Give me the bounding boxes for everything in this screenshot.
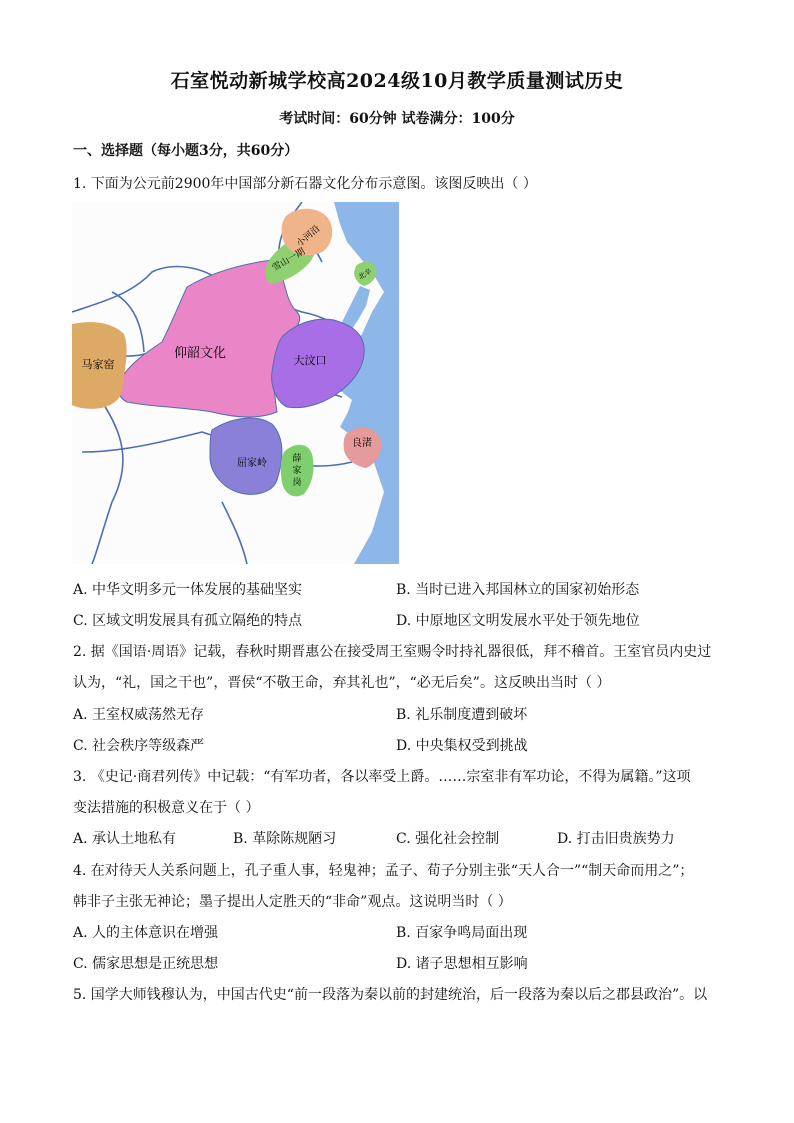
q2-option-a: A. 王室权威荡然无存 — [73, 707, 205, 723]
q3-option-a: A. 承认土地私有 — [73, 831, 177, 847]
q3-option-c: C. 强化社会控制 — [396, 831, 500, 847]
q2-option-b: B. 礼乐制度遭到破坏 — [396, 707, 528, 723]
q1-option-c: C. 区域文明发展具有孤立隔绝的特点 — [73, 613, 303, 629]
label-qujialing: 屈家岭 — [237, 458, 267, 469]
neolithic-culture-map — [72, 202, 399, 564]
page-title: 石室悦动新城学校高2024级10月教学质量测试历史 — [170, 70, 624, 92]
q4-option-c: C. 儒家思想是正统思想 — [73, 956, 219, 972]
question-4-stem-line-1: 4. 在对待天人关系问题上，孔子重人事，轻鬼神；孟子、荀子分别主张“天人合一”“制天命而用之”； — [73, 863, 694, 879]
label-xiaoheyan: 小河沿 — [295, 223, 323, 249]
exam-info: 考试时间：60分钟 试卷满分：100分 — [279, 111, 515, 127]
q2-option-d: D. 中央集权受到挑战 — [396, 738, 528, 754]
q1-option-a: A. 中华文明多元一体发展的基础坚实 — [73, 582, 303, 598]
label-dawenkou: 大汶口 — [293, 354, 327, 367]
question-1-stem: 1. 下面为公元前2900年中国部分新石器文化分布示意图。该图反映出（ ） — [73, 176, 537, 192]
label-xuejiagang-1: 薛 — [292, 454, 302, 464]
question-3-stem-line-1: 3. 《史记·商君列传》中记载：“有军功者，各以率受上爵。……宗室非有军功论，不得为属籍。”这项 — [73, 769, 691, 785]
q4-option-a: A. 人的主体意识在增强 — [73, 925, 219, 941]
label-majiayao: 马家窑 — [81, 358, 115, 371]
label-xueshan: 雪山一期 — [270, 246, 308, 274]
q3-option-d: D. 打击旧贵族势力 — [557, 831, 675, 847]
question-4-stem-line-2: 韩非子主张无神论；墨子提出人定胜天的“非命”观点。这说明当时（ ） — [73, 894, 512, 910]
label-yangshao: 仰韶文化 — [173, 346, 227, 361]
label-liangzhu: 良渚 — [352, 438, 372, 449]
label-xuejiagang-3: 岗 — [292, 478, 302, 488]
label-xuejiagang-2: 家 — [292, 466, 302, 476]
q1-option-b: B. 当时已进入邦国林立的国家初始形态 — [396, 582, 640, 598]
question-2-stem-line-2: 认为，“礼，国之干也”，晋侯“不敬王命，弃其礼也”，“必无后矣”。这反映出当时（ ） — [73, 675, 611, 691]
q2-option-c: C. 社会秩序等级森严 — [73, 738, 205, 754]
q1-option-d: D. 中原地区文明发展水平处于领先地位 — [396, 613, 640, 629]
question-3-stem-line-2: 变法措施的积极意义在于（ ） — [73, 800, 260, 816]
q4-option-b: B. 百家争鸣局面出现 — [396, 925, 528, 941]
label-beixin: 北辛 — [356, 267, 374, 282]
question-2-stem-line-1: 2. 据《国语·周语》记载，春秋时期晋惠公在接受周王室赐令时持礼器很低，拜不稽首。王室官员内史过 — [73, 644, 712, 660]
question-5-stem-line-1: 5. 国学大师钱穆认为，中国古代史“前一段落为秦以前的封建统治，后一段落为秦以后之郡县政治”。以 — [73, 987, 708, 1003]
q3-option-b: B. 革除陈规陋习 — [233, 831, 337, 847]
section-heading: 一、选择题（每小题3分，共60分） — [73, 143, 299, 159]
q4-option-d: D. 诸子思想相互影响 — [396, 956, 528, 972]
